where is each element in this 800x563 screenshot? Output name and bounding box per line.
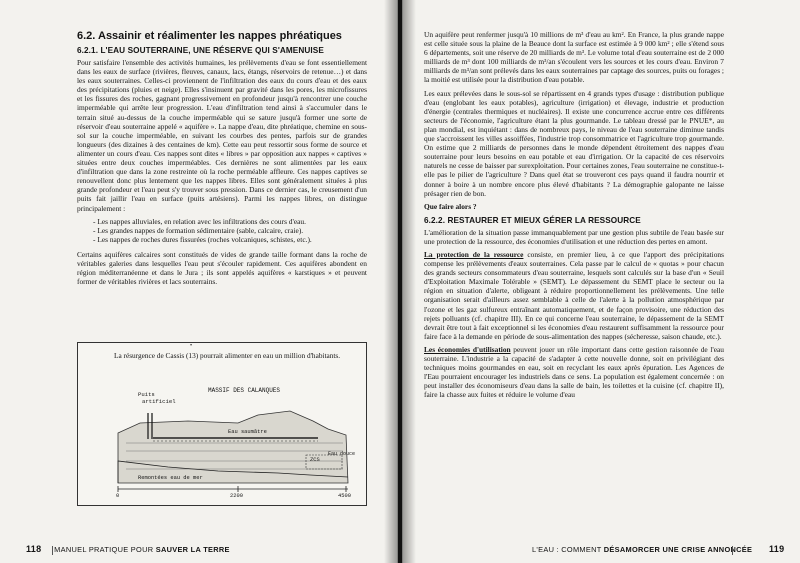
right-paragraph-3: L'amélioration de la situation passe immanquablement par une gestion plus subtile de l'eau basée sur une protection de la ressource, des économies d'utilisation et une réduction des pertes en amont. (424, 227, 724, 246)
nappes-list (77, 217, 367, 244)
left-text-column (77, 30, 367, 290)
economies-body: peuvent jouer un rôle important dans cette gestion raisonnée de l'eau souterraine. L'industrie a la capacité de s'adapter à cette nouvelle donne, soit en privilégiant des techniques moins gourmandes en eau, soit en recyclant les eaux après épuration. Les Agences de l'Eau pourraient encourager les industriels dans ce sens. La population est également concernée : on peut installer des économiseurs d'eau dans la salle de bain, les toilettes et la cuisine (cf. chapitre II), faire la chasse aux fuites et réduire le volume d'eau (424, 344, 724, 400)
label-seawater: Remontées eau de mer (138, 475, 203, 481)
page-number-left: 118 (26, 544, 42, 554)
axis-end: 4500 (338, 493, 351, 499)
list-item: - Les nappes alluviales, en relation avec les infiltrations des cours d'eau. (93, 217, 367, 226)
label-freshwater: Eau douce (328, 451, 356, 457)
chapter-title-strong: DÉSAMORCER UNE CRISE ANNONCÉE (603, 545, 753, 554)
footer-divider (52, 546, 53, 555)
right-paragraph-5 (424, 345, 724, 400)
book-title: MANUEL PRATIQUE POUR (54, 545, 156, 554)
right-page (402, 0, 800, 563)
left-footer (26, 544, 230, 554)
question-heading: Que faire alors ? (424, 201, 477, 211)
label-well: Puits (138, 391, 155, 398)
section-title: 6.2. Assainir et réalimenter les nappes phréatiques (77, 30, 342, 42)
axis-middle: 2200 (230, 493, 243, 499)
right-footer (532, 544, 784, 554)
subsection-title-6-2-1: 6.2.1. L'EAU SOUTERRAINE, UNE RÉSERVE QUI S'AMENUISE (77, 46, 324, 55)
economies-lead: Les économies d'utilisation (424, 344, 511, 354)
chapter-title: L'EAU : COMMENT (532, 545, 604, 554)
right-text-column (424, 30, 724, 403)
page-number-right: 119 (768, 544, 785, 554)
book-title-strong: SAUVER LA TERRE (155, 545, 230, 554)
protection-lead: La protection de la ressource (424, 249, 524, 259)
right-paragraph-2: Les eaux prélevées dans le sous-sol se répartissent en 4 grands types d'usage : distribution publique d'eau (englobant les eaux potables), agriculture (irrigation) et élevage, industrie et production d'énergie (centrales thermiques et nucléaires). Il existe une concurrence accrue entre ces différents secteurs de l'économie, l'agriculture étant la plus gourmande. Le tableau dressé par le PNUE*, au plan mondial, est inquiétant : dans de nombreux pays, le niveau de l'eau souterraine diminue tandis que s'accroissent les villes assoiffées, l'industrie trop consommatrice et l'agriculture trop gourmande. On estime que 2 milliards de personnes dans le monde dépendent étroitement des nappes d'eau souterraine pour leurs besoins en eau potable et eau d'irrigation. Or la capacité de ces réservoirs naturels ne cesse de baisser par surexploitation. Pour certaines zones, l'eau souterraine ne constitue-t-elle pas le pilier de l'agriculture ? Dans quel état se trouveront ces pays quand il faudra nourrir et donner à boire à un nombre encore plus élevé d'habitants ? La démographie galopante ne laisse présager rien de bon. (424, 88, 724, 198)
label-massif: MASSIF DES CALANQUES (208, 387, 281, 394)
label-well-artificial: artificiel (142, 398, 176, 405)
protection-body: consiste, en premier lieu, à ce que l'apport des précipitations compense les prélèvements d'eaux souterraines. Cela passe par le calcul de « quotas » pour chacun des grands secteurs consommateurs d'eau souterraine, lesquels sont calculés sur la base d'un « Seuil d'Exploitation Maximale Tolérable » (SEMT). Le dépassement du SEMT place le secteur ou la région en situation d'alerte, obligeant à réduire proportionnellement les prélèvements. Une telle organisation serait d'ailleurs assez semblable à celle de l'alerte à la pollution atmosphérique par l'ozone et les gaz sulfureux entraînant automatiquement, et de façon provisoire, une réduction des rejets polluants (cf. chapitre III). En ce qui concerne l'eau souterraine, le dépassement de la SEMT devrait être tout à fait exceptionnel si les économies d'eau restaurent suffisamment la ressource pour faire face à la demande en période de sous-alimentation des nappes (sécheresse, saison chaude, etc.). (424, 249, 724, 341)
label-water: Eau saumâtre (228, 429, 267, 435)
left-page (0, 0, 398, 563)
book-gutter (384, 0, 416, 563)
figure-caption: La résurgence de Cassis (13) pourrait alimenter en eau un million d'habitants. (114, 351, 341, 360)
right-paragraph-1: Un aquifère peut renfermer jusqu'à 10 millions de m³ d'eau au km². En France, la plus grande nappe est celle située sous la plaine de la Beauce dont la surface est estimée à 9 000 km² ; elle s'étend sous 6 départements, soit une réserve de 20 milliards de m³. Le volume total d'eau souterraine est de 2 000 milliards de m³ dont 100 milliards de m³/an s'écoulent vers les sources et les cours d'eau. Environ 7 milliards de m³/an sont prélevés dans les eaux souterraines par captage des sources, puits ou forages ; la moitié est utilisée pour la distribution d'eau potable. (424, 30, 724, 85)
right-paragraph-4 (424, 250, 724, 341)
left-paragraph-2: Certains aquifères calcaires sont constitués de vides de grande taille formant dans la roche de véritables galeries dans lesquelles l'eau peut s'écouler rapidement. Ces aquifères abondent en région méditerranéenne et dans le Jura ; ils sont appelés aquifères « karstiques » et peuvent former de véritables rivières et lacs souterrains. (77, 249, 367, 287)
left-paragraph-1: Pour satisfaire l'ensemble des activités humaines, les prélèvements d'eau se font essentiellement dans les eaux de surface (rivières, fleuves, canaux, lacs, étangs, réservoirs de retenue…) et dans les eaux souterraines. Celles-ci proviennent de l'infiltration des eaux du cours d'eau et des eaux des précipitations (pluies et neige). Elles s'insinuent par gravité dans les pores, les microfissures et les fissures des roches, gagnant progressivement en profondeur jusqu'à rencontrer une couche imperméable qui arrête leur progression. L'eau d'infiltration tend ainsi à s'accumuler dans le terrain situé au-dessus de la couche imperméable qui se sature jusqu'à former une sorte de réservoir d'eau souterraine appelé « aquifère ». La nappe d'eau, dite phréatique, chemine en sous-sol sur la couche imperméable, en suivant les courbes des pentes, parfois sur de grandes longueurs (des dizaines à des centaines de km). Cette eau peut ressortir sous forme de source et alimenter un cours d'eau. Ces nappes sont dites « libres » par opposition aux nappes « captives » situées entre deux couches imperméables. Ces dernières ne sont alimentées par les eaux d'infiltration que dans la zone restreinte où la roche perméable affleure. Ces nappes captives se renouvellent donc plus lentement que les nappes libres. Elles sont généralement situées à plus grande profondeur et l'eau peut s'y trouver sous pression. Dans ce dernier cas, le creusement d'un puits fait jaillir l'eau en surface (puits artésiens). Parmi les nappes libres, on distingue principalement : (77, 58, 367, 213)
cross-section-drawing (78, 343, 366, 505)
list-item: - Les nappes de roches dures fissurées (roches volcaniques, schistes, etc.). (93, 235, 367, 244)
label-zcs: ZCS (310, 457, 320, 463)
list-item: - Les grandes nappes de formation sédimentaire (sable, calcaire, craie). (93, 226, 367, 235)
subsection-title-6-2-2: 6.2.2. RESTAURER ET MIEUX GÉRER LA RESSOURCE (424, 215, 641, 225)
cassis-diagram (77, 342, 367, 506)
footer-divider (732, 546, 733, 555)
axis-start: 0 (116, 493, 120, 499)
figure-marker: • (190, 343, 193, 349)
